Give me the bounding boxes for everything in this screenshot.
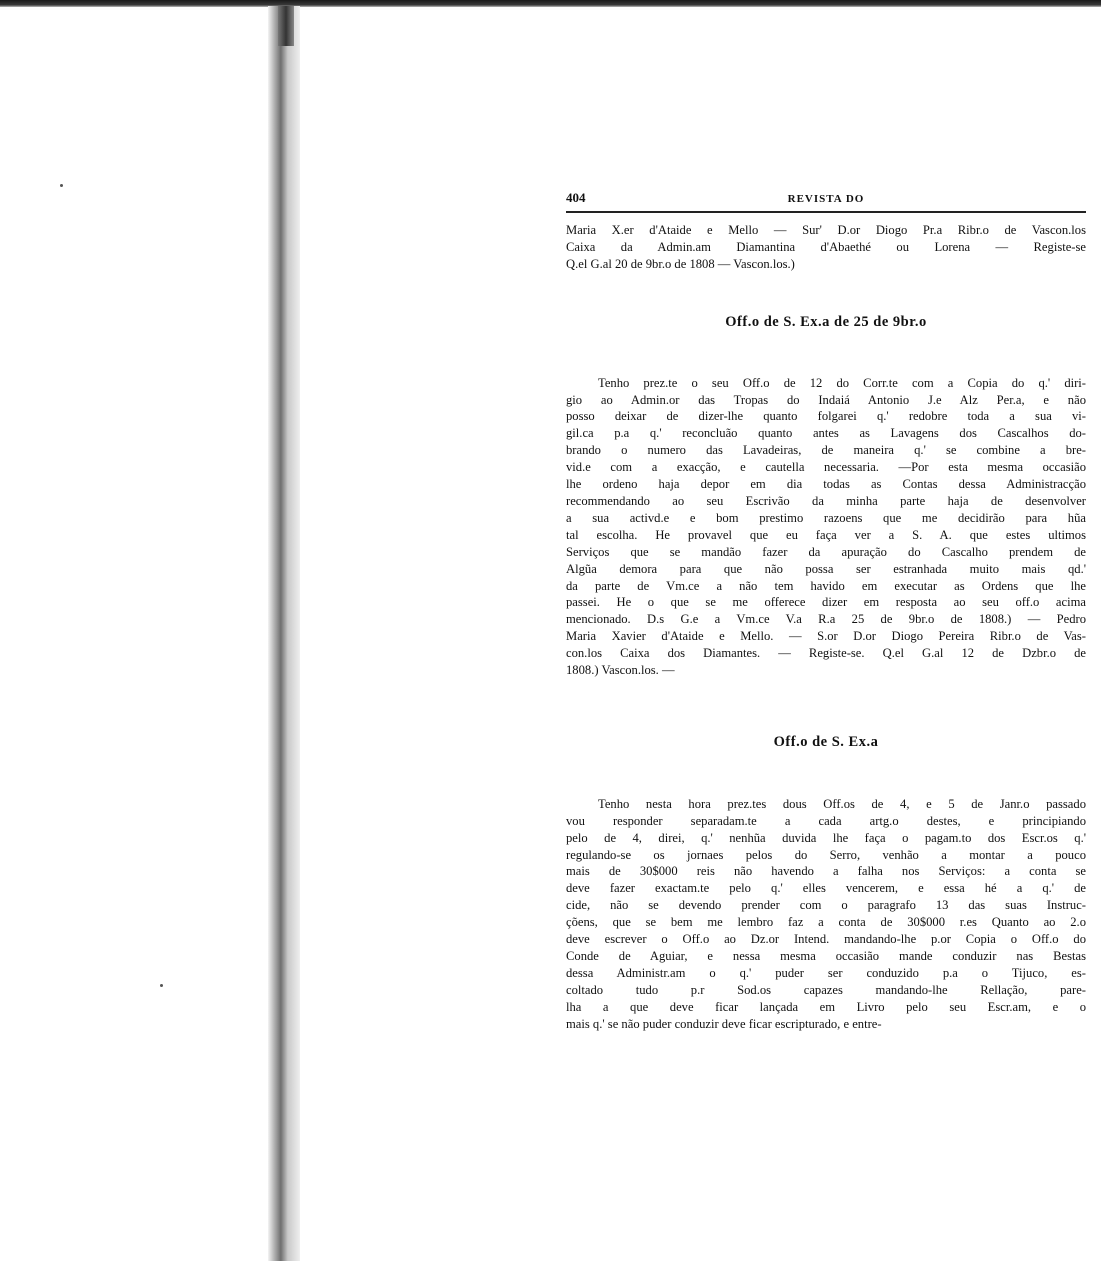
text-line: vid.e com a exacção, e cautella necessaria. —Por esta mesma occasião <box>566 460 1086 475</box>
running-header <box>566 190 1086 208</box>
text-line: Maria X.er d'Ataide e Mello — Sur' D.or Diogo Pr.a Ribr.o de Vascon.los <box>566 223 1086 237</box>
text-line: recommendando ao seu Escrivão da minha parte haja de desenvolver <box>566 493 1086 508</box>
section-heading-1: Off.o de S. Ex.a de 25 de 9br.o <box>725 313 927 330</box>
text-line: Serviços que se mandão fazer da apuração do Cascalho prendem de <box>566 544 1086 559</box>
text-line: a sua activd.e e bom prestimo razoens que me decidirão para hũa <box>566 510 1086 525</box>
running-title: REVISTA DO <box>787 193 865 205</box>
text-line: pelo de 4, direi, q.' nenhũa duvida lhe faça o pagam.to dos Escr.os q.' <box>566 830 1086 845</box>
text-line: çõens, que se bem me lembro faz a conta de 30$000 r.es Quanto ao 2.o <box>566 915 1086 930</box>
text-line: mais q.' se não puder conduzir deve ficar escripturado, e entre- <box>566 1016 882 1031</box>
text-line: passei. He o que se me offerece dizer em resposta ao seu off.o acima <box>566 595 1086 610</box>
text-line: tal escolha. He provavel que eu faça ver a S. A. que estes ultimos <box>566 527 1086 542</box>
text-line: cide, não se devendo prender com o paragrafo 13 das suas Instruc- <box>566 898 1086 913</box>
letter-paragraph-1 <box>566 375 1086 679</box>
text-line: deve fazer exactam.te pelo q.' elles vencerem, e essa hé a q.' de <box>566 881 1086 896</box>
text-line: da parte de Vm.ce a não tem havido em executar as Ordens que lhe <box>566 578 1086 593</box>
scan-top-edge <box>0 0 1101 7</box>
scan-speck <box>60 184 63 187</box>
text-line: brando o numero das Lavadeiras, de maneira q.' se combine a bre- <box>566 443 1086 458</box>
text-line: mencionado. D.s G.e a Vm.ce V.a R.a 25 de 9br.o de 1808.) — Pedro <box>566 612 1086 627</box>
header-rule <box>566 211 1086 213</box>
text-line: Conde de Aguiar, e nessa mesma occasião mande conduzir nas Bestas <box>566 949 1086 963</box>
section-heading-2: Off.o de S. Ex.a <box>773 733 879 750</box>
book-page <box>566 190 1086 1033</box>
text-line: gio ao Admin.or das Tropas do Indaiá Antonio J.e Alz Per.a, e não <box>566 392 1086 407</box>
text-line: con.los Caixa dos Diamantes. — Registe-se. Q.el G.al 12 de Dzbr.o de <box>566 646 1086 661</box>
text-line: 1808.) Vascon.los. — <box>566 663 675 678</box>
text-line: Tenho prez.te o seu Off.o de 12 do Corr.te com a Copia do q.' diri- <box>598 375 1086 390</box>
text-line: lha a que deve ficar lançada em Livro pelo seu Escr.am, e o <box>566 999 1086 1014</box>
page-number: 404 <box>566 190 586 205</box>
text-line: Tenho nesta hora prez.tes dous Off.os de 4, e 5 de Janr.o passado <box>598 796 1086 811</box>
text-line: Algũa demora para que não possa ser estranhada muito mais qd.' <box>566 561 1086 576</box>
text-line: mais de 30$000 reis não havendo a falha nos Serviços: a conta se <box>566 864 1086 879</box>
text-line: deve escrever o Off.o ao Dz.or Intend. mandando-lhe p.or Copia o Off.o do <box>566 932 1086 947</box>
text-line: lhe ordeno haja depor em dia todas as Contas dessa Administracção <box>566 477 1086 492</box>
text-line: regulando-se os jornaes pelos do Serro, venhão a montar a pouco <box>566 847 1086 862</box>
text-line: coltado tudo p.r Sod.os capazes mandando-lhe Rellação, pare- <box>566 982 1086 997</box>
text-line: dessa Administr.am o q.' puder ser conduzido p.a o Tijuco, es- <box>566 965 1086 980</box>
text-line: Caixa da Admin.am Diamantina d'Abaethé ou Lorena — Registe-se <box>566 239 1086 254</box>
text-line: Q.el G.al 20 de 9br.o de 1808 — Vascon.los.) <box>566 256 795 271</box>
book-gutter-shadow <box>268 6 300 1261</box>
intro-paragraph <box>566 222 1086 273</box>
text-line: vou responder separadam.te a cada artg.o destes, e principiando <box>566 813 1086 828</box>
text-line: posso deixar de dizer-lhe quanto folgarei q.' redobre toda a sua vi- <box>566 409 1086 424</box>
scan-speck <box>160 984 163 987</box>
text-line: gil.ca p.a q.' reconcluão quanto antes as Lavagens dos Cascalhos do- <box>566 426 1086 441</box>
text-line: Maria Xavier d'Ataide e Mello. — S.or D.or Diogo Pereira Ribr.o de Vas- <box>566 629 1086 644</box>
letter-paragraph-2 <box>566 796 1086 1033</box>
